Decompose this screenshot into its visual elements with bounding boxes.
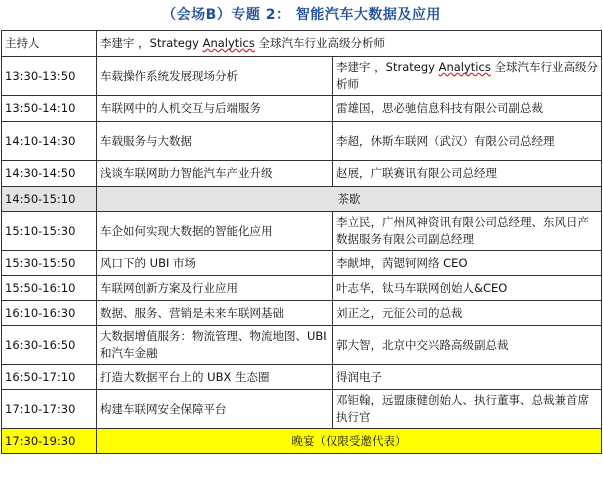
row-topic: 大数据增值服务：物流管理、物流地图、UBI 和汽车金融 [97, 326, 333, 365]
row-topic: 构建车联网安全保障平台 [97, 390, 333, 429]
session-title: （会场B）专题 2： 智能汽车大数据及应用 [162, 7, 441, 23]
table-row [2, 212, 602, 251]
row-speaker: 邓钜翰，远盟康健创始人、执行董事、总裁兼首席执行官 [333, 390, 602, 429]
table-row [2, 301, 602, 326]
row-speaker: 赵展，广联赛讯有限公司总经理 [333, 161, 602, 187]
row-time: 17:30-19:30 [2, 429, 97, 454]
row-topic: 车载服务与大数据 [97, 122, 333, 161]
host-label: 主持人 [2, 31, 97, 57]
table-row [2, 251, 602, 276]
host-row [2, 31, 602, 57]
row-time: 13:50-14:10 [2, 96, 97, 122]
host-name [97, 31, 602, 57]
row-topic: 打造大数据平台上的 UBX 生态圈 [97, 365, 333, 390]
agenda-table [1, 30, 602, 454]
table-row [2, 122, 602, 161]
table-row [2, 161, 602, 187]
table-row [2, 390, 602, 429]
row-time: 16:10-16:30 [2, 301, 97, 326]
row-time: 13:30-13:50 [2, 57, 97, 96]
dinner-label: 晚宴（仅限受邀代表） [97, 429, 602, 454]
row-speaker: 李超，休斯车联网（武汉）有限公司总经理 [333, 122, 602, 161]
host-name-suffix: 全球汽车行业高级分析师 [254, 36, 385, 50]
table-row [2, 365, 602, 390]
row-time: 17:10-17:30 [2, 390, 97, 429]
host-name-prefix: 李建宇 ，Strategy [100, 36, 203, 50]
row-speaker [333, 57, 602, 96]
speaker-prefix: 李建宇 ，Strategy [336, 60, 439, 74]
table-row [2, 96, 602, 122]
row-time: 16:50-17:10 [2, 365, 97, 390]
break-row [2, 187, 602, 212]
row-topic: 浅谈车联网助力智能汽车产业升级 [97, 161, 333, 187]
row-time: 14:50-15:10 [2, 187, 97, 212]
row-time: 15:30-15:50 [2, 251, 97, 276]
row-time: 16:30-16:50 [2, 326, 97, 365]
dinner-row [2, 429, 602, 454]
row-time: 14:30-14:50 [2, 161, 97, 187]
row-speaker: 雷雄国，思必驰信息科技有限公司副总裁 [333, 96, 602, 122]
host-name-underlined: Analytics [202, 36, 255, 50]
table-row [2, 326, 602, 365]
row-time: 14:10-14:30 [2, 122, 97, 161]
row-topic: 数据、服务、营销是未来车联网基础 [97, 301, 333, 326]
row-topic: 车联网创新方案及行业应用 [97, 276, 333, 301]
row-topic: 车联网中的人机交互与后端服务 [97, 96, 333, 122]
row-speaker: 得润电子 [333, 365, 602, 390]
row-speaker: 叶志华，钛马车联网创始人&CEO [333, 276, 602, 301]
break-label: 茶歇 [97, 187, 602, 212]
row-topic: 车载操作系统发展现场分析 [97, 57, 333, 96]
row-time: 15:10-15:30 [2, 212, 97, 251]
table-row [2, 276, 602, 301]
row-topic: 风口下的 UBI 市场 [97, 251, 333, 276]
speaker-suffix: 全球汽车行业高级分析师 [336, 60, 598, 91]
speaker-underlined: Analytics [438, 60, 491, 74]
row-time: 15:50-16:10 [2, 276, 97, 301]
row-speaker: 李献坤，苪锶钶网络 CEO [333, 251, 602, 276]
row-speaker: 李立民，广州风神资讯有限公司总经理、东风日产数据服务有限公司副总经理 [333, 212, 602, 251]
row-speaker: 刘正之，元征公司的总裁 [333, 301, 602, 326]
row-topic: 车企如何实现大数据的智能化应用 [97, 212, 333, 251]
row-speaker: 郭大智，北京中交兴路高级副总裁 [333, 326, 602, 365]
table-row [2, 57, 602, 96]
